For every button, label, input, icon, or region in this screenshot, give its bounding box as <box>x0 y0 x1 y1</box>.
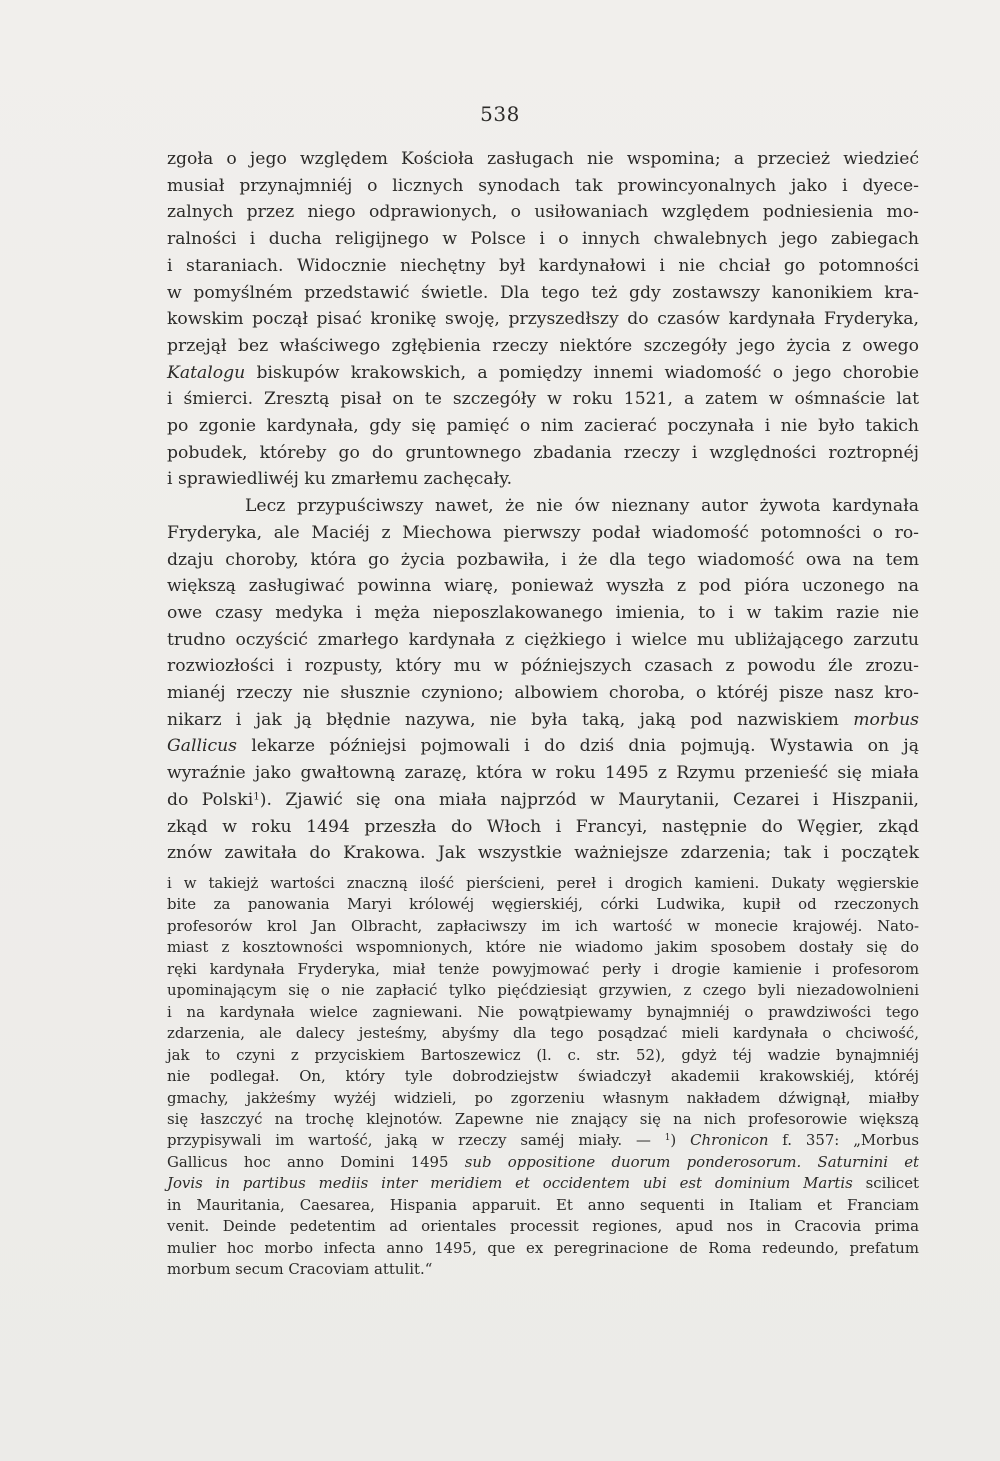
text-line: rozwiozłości i rozpusty, który mu w późniejszych czasach z powodu źle zrozu- <box>167 656 919 677</box>
footnote-line: profesorów krol Jan Olbracht, zapłaciwszy im ich wartość w monecie krajowéj. Nato- <box>167 916 919 935</box>
text-line: przejął bez właściwego zgłębienia rzeczy niektóre szczegóły jego życia z owego <box>167 335 919 356</box>
text-line: ralności i ducha religijnego w Polsce i o innych chwalebnych jego zabiegach <box>167 229 919 250</box>
page-number: 538 <box>480 102 520 126</box>
text-line <box>167 787 919 814</box>
text-line: owe czasy medyka i męża nieposzlakowanego imienia, to i w takim razie nie <box>167 602 919 623</box>
text-line: trudno oczyścić zmarłego kardynała z ciężkiego i wielce mu ubliżającego zarzutu <box>167 629 919 650</box>
text-line: pobudek, któreby go do gruntownego zbadania rzeczy i względności roztropnéj <box>167 442 919 463</box>
footnote-line <box>167 1130 919 1151</box>
footnote-line: upominającym się o nie zapłacić tylko pięćdziesiąt grzywien, z czego byli niezadowolnieni <box>167 981 919 1000</box>
text-fragment: scilicet <box>852 1174 920 1193</box>
text-fragment: Gallicus hoc anno Domini 1495 <box>167 1152 465 1171</box>
italic-term: morbus <box>853 709 919 730</box>
text-fragment: nikarz i jak ją błędnie nazywa, nie była taką, jaką pod nazwiskiem <box>167 709 854 730</box>
text-fragment: ). Zjawić się ona miała najprzód w Maurytanii, Cezarei i Hiszpanii, <box>259 789 919 810</box>
text-line: po zgonie kardynała, gdy się pamięć o nim zacierać poczynała i nie było takich <box>167 416 919 437</box>
text-fragment: ) <box>670 1131 691 1150</box>
text-line: Lecz przypuściwszy nawet, że nie ów nieznany autor żywota kardynała <box>245 496 919 517</box>
text-line <box>167 707 919 734</box>
text-line: zkąd w roku 1494 przeszła do Włoch i Francyi, następnie do Węgier, zkąd <box>167 816 919 837</box>
text-line: w pomyślném przedstawić świetle. Dla tego też gdy zostawszy kanonikiem kra- <box>167 282 919 303</box>
text-fragment: f. 357: „Morbus <box>768 1131 919 1150</box>
text-line: dzaju choroby, która go życia pozbawiła, i że dla tego wiadomość owa na tem <box>167 549 919 570</box>
footnote-line: gmachy, jakżeśmy wyżéj widzieli, po zgorzeniu własnym nakładem dźwignął, miałby <box>167 1088 919 1107</box>
footnote-line: i w takiejż wartości znaczną ilość pierścieni, pereł i drogich kamieni. Dukaty węgierskie <box>167 874 919 892</box>
footnote-line: miast z kosztowności wspomnionych, które nie wiadomo jakim sposobem dostały się do <box>167 938 919 957</box>
footnote-line: morbum secum Cracoviam attulit.“ <box>167 1260 433 1279</box>
footnote-line: venit. Deinde pedetentim ad orientales processit regiones, apud nos in Cracovia prima <box>167 1217 919 1236</box>
footnote-marker: 1 <box>664 1133 671 1144</box>
text-line: Fryderyka, ale Maciéj z Miechowa pierwszy podał wiadomość potomności o ro- <box>167 522 919 543</box>
text-line: i sprawiedliwéj ku zmarłemu zachęcały. <box>167 469 513 490</box>
text-line: i śmierci. Zresztą pisał on te szczegóły w roku 1521, a zatem w ośmnaście lat <box>167 389 919 410</box>
italic-quote: Jovis in partibus mediis inter meridiem et occidentem ubi est dominium Martis <box>167 1174 853 1193</box>
text-fragment: przypisywali im wartość, jaką w rzeczy saméj miały. — <box>167 1131 665 1150</box>
footnote-line <box>167 1173 919 1194</box>
italic-title: Katalogu <box>167 362 246 383</box>
text-line: znów zawitała do Krakowa. Jak wszystkie ważniejsze zdarzenia; tak i początek <box>167 843 919 864</box>
text-line: wyraźnie jako gwałtowną zarazę, która w roku 1495 z Rzymu przenieść się miała <box>167 763 919 784</box>
text-line: zalnych przez niego odprawionych, o usiłowaniach względem podniesienia mo- <box>167 202 919 223</box>
footnote-line: i na kardynała wielce zagniewani. Nie powątpiewamy bynajmniéj o prawdziwości tego <box>167 1002 919 1021</box>
footnote-marker: 1 <box>253 790 260 803</box>
italic-term: Gallicus <box>167 736 237 757</box>
text-line <box>167 360 919 387</box>
text-line: musiał przynajmniéj o licznych synodach tak prowincyonalnych jako i dyece- <box>167 175 919 196</box>
footnote-line: zdarzenia, ale dalecy jesteśmy, abyśmy dla tego posądzać mieli kardynała o chciwość, <box>167 1024 919 1043</box>
italic-quote: sub oppositione duorum ponderosorum. Saturnini et <box>464 1152 919 1171</box>
text-line: mianéj rzeczy nie słusznie czyniono; albowiem choroba, o któréj pisze nasz kro- <box>167 683 919 704</box>
footnote-line: mulier hoc morbo infecta anno 1495, que ex peregrinacione de Roma redeundo, prefatum <box>167 1238 919 1257</box>
footnote-line: nie podlegał. On, który tyle dobrodziejstw świadczył akademii krakowskiéj, któréj <box>167 1067 919 1086</box>
text-line: większą zasługiwać powinna wiarę, ponieważ wyszła z pod pióra uczonego na <box>167 576 919 597</box>
text-fragment: lekarze późniejsi pojmowali i do dziś dnia pojmują. Wystawia on ją <box>236 736 919 757</box>
footnote-line: in Mauritania, Caesarea, Hispania apparuit. Et anno sequenti in Italiam et Franciam <box>167 1195 919 1214</box>
main-text <box>167 146 919 867</box>
text-fragment: do Polski <box>167 789 254 810</box>
footnote-line: ręki kardynała Fryderyka, miał tenże powyjmować perły i drogie kamienie i profesorom <box>167 959 919 978</box>
footnotes <box>167 873 919 1281</box>
italic-title: Chronicon <box>690 1131 769 1150</box>
text-line: kowskim począł pisać kronikę swoję, przyszedłszy do czasów kardynała Fryderyka, <box>167 309 919 330</box>
footnote-line <box>167 1152 919 1173</box>
footnote-line: się łaszczyć na trochę klejnotów. Zapewne nie znający się na nich profesorowie większą <box>167 1109 919 1128</box>
text-line <box>167 733 919 760</box>
text-fragment: biskupów krakowskich, a pomiędzy innemi wiadomość o jego chorobie <box>245 362 919 383</box>
footnote-line: jak to czyni z przyciskiem Bartoszewicz (l. c. str. 52), gdyż téj wadzie bynajmniéj <box>167 1045 919 1064</box>
footnote-line: bite za panowania Maryi królowéj węgierskiéj, córki Ludwika, kupił od rzeczonych <box>167 895 919 914</box>
text-line: zgoła o jego względem Kościoła zasługach nie wspomina; a przecież wiedzieć <box>167 149 919 169</box>
text-line: i staraniach. Widocznie niechętny był kardynałowi i nie chciał go potomności <box>167 255 919 276</box>
